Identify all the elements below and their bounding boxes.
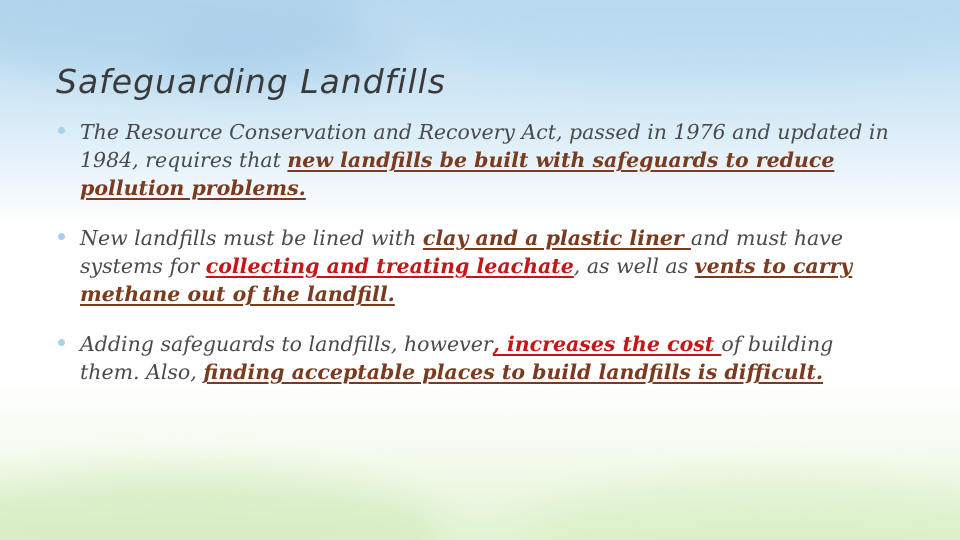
bullet-text: of building them. Also, (80, 332, 834, 384)
highlighted-phrase: clay and a plastic liner (422, 226, 691, 250)
bullet-text: New landfills must be lined with (80, 226, 423, 250)
bullet-dot-icon (58, 233, 65, 240)
highlighted-phrase: finding acceptable places to build landfills is difficult. (203, 360, 824, 384)
watercolor-texture (520, 480, 960, 540)
bullet-text: , as well as (573, 254, 695, 278)
watercolor-texture (420, 0, 960, 80)
bullet-dot-icon (58, 127, 65, 134)
watercolor-texture (0, 470, 440, 540)
bullet-dot-icon (58, 339, 65, 346)
bullet-text: and must have systems for (80, 226, 843, 278)
highlighted-phrase: collecting and treating leachate (205, 254, 574, 278)
bullet-list (58, 118, 898, 408)
bullet-text: The Resource Conservation and Recovery Act, passed in 1976 and updated in 1984, requires that (80, 120, 889, 172)
highlighted-phrase: new landfills be built with safeguards to reduce pollution problems. (80, 148, 835, 200)
bullet-item (58, 224, 898, 308)
bullet-item (58, 118, 898, 202)
bullet-item (58, 330, 898, 386)
highlighted-phrase: vents to carry methane out of the landfill. (80, 254, 853, 306)
slide-title: Safeguarding Landfills (56, 62, 446, 101)
bullet-text: Adding safeguards to landfills, however (80, 332, 493, 356)
highlighted-phrase: , increases the cost (492, 332, 722, 356)
